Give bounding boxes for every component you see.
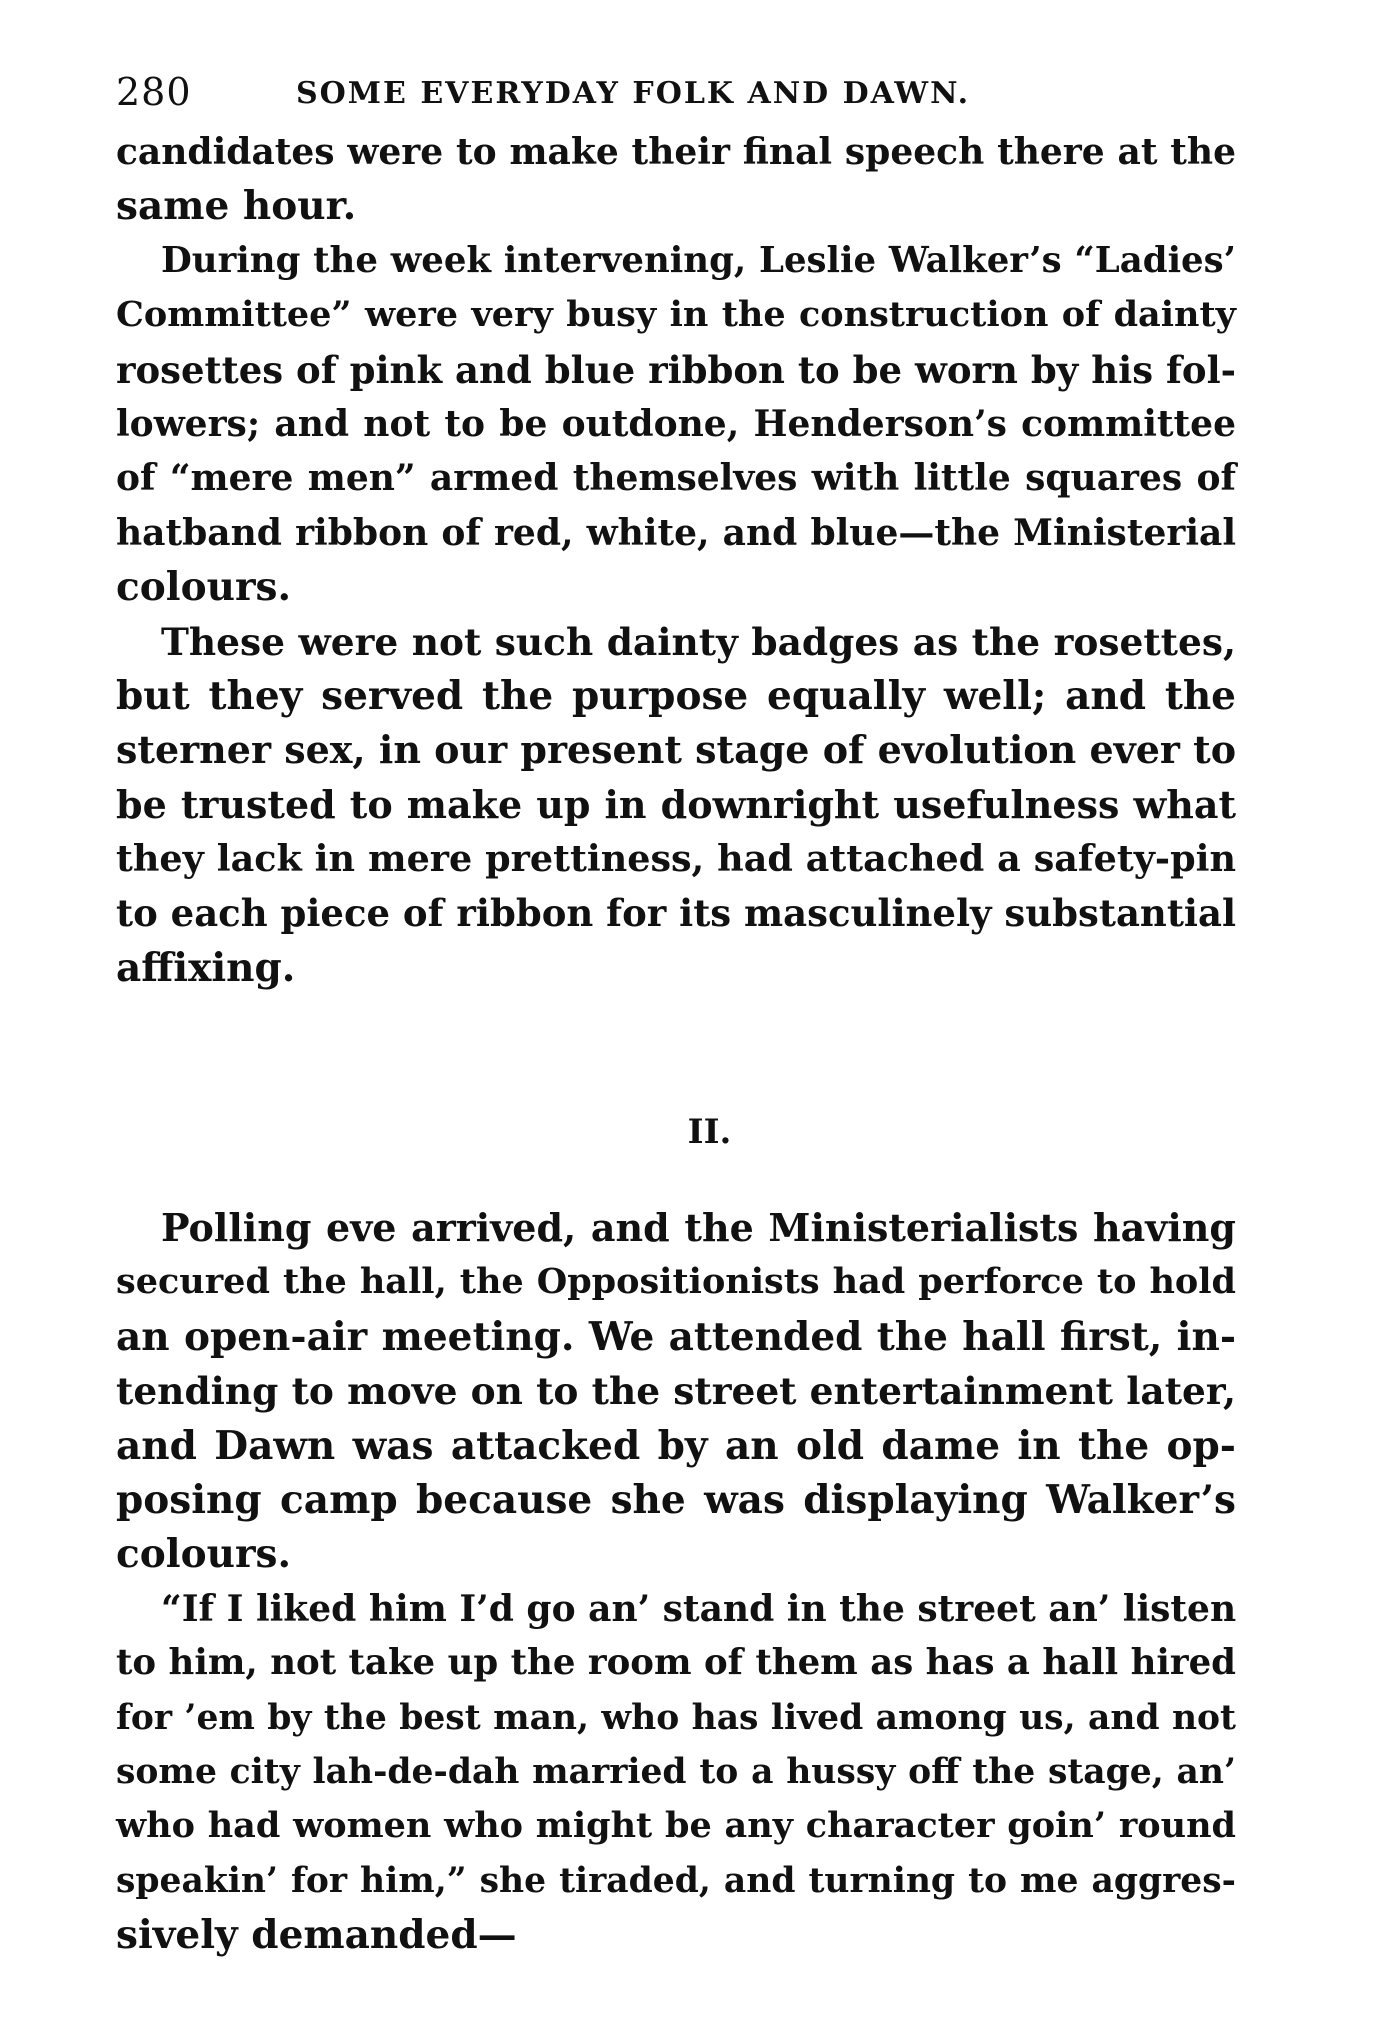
text-line: for ’em by the best man, who has lived among us, and not (116, 1697, 1236, 1738)
text-line: some city lah-de-dah married to a hussy off the stage, an’ (116, 1751, 1236, 1792)
text-line: sterner sex, in our present stage of evolution ever to (116, 727, 1237, 773)
text-line: lowers; and not to be outdone, Henderson’s committee (116, 402, 1236, 445)
text-line: tending to move on to the street entertainment later, (116, 1369, 1236, 1414)
text-line: speakin’ for him,” she tiraded, and turning to me aggres- (116, 1860, 1236, 1901)
text-line: secured the hall, the Oppositionists had perforce to hold (116, 1261, 1236, 1303)
text-line: and Dawn was attacked by an old dame in the op- (116, 1422, 1236, 1469)
text-line: an open-air meeting. We attended the hall first, in- (116, 1313, 1236, 1360)
page-header (116, 70, 1236, 126)
text-line: be trusted to make up in downright usefulness what (116, 781, 1236, 827)
text-block-2 (116, 1201, 1236, 1962)
text-line: colours. (116, 1531, 292, 1578)
text-line: colours. (116, 564, 292, 611)
text-line: “If I liked him I’d go an’ stand in the street an’ listen (161, 1587, 1237, 1630)
text-line: Committee” were very busy in the construction of dainty (116, 294, 1236, 336)
text-line: Polling eve arrived, and the Ministerialists having (161, 1205, 1236, 1250)
text-line: sively demanded— (116, 1912, 517, 1959)
text-line: affixing. (116, 944, 296, 991)
section-heading: II. (687, 1112, 732, 1152)
text-line: posing camp because she was displaying Walker’s (116, 1476, 1236, 1523)
text-line: rosettes of pink and blue ribbon to be worn by his fol- (116, 347, 1236, 392)
text-line: to him, not take up the room of them as has a hall hired (116, 1642, 1236, 1684)
text-block-1 (116, 125, 1236, 995)
running-title: SOME EVERYDAY FOLK AND DAWN. (296, 76, 971, 111)
text-line: During the week intervening, Leslie Walker’s “Ladies’ (161, 239, 1236, 281)
text-line: same hour. (116, 183, 357, 230)
text-line: of “mere men” armed themselves with little squares of (116, 457, 1236, 500)
text-line: hatband ribbon of red, white, and blue—the Ministerial (116, 511, 1236, 554)
text-line: to each piece of ribbon for its masculinely substantial (116, 891, 1236, 936)
text-line: but they served the purpose equally well; and the (116, 672, 1236, 719)
page-number: 280 (116, 70, 192, 114)
text-line: they lack in mere prettiness, had attached a safety-pin (116, 837, 1236, 881)
text-line: These were not such dainty badges as the rosettes, (161, 619, 1236, 664)
text-line: candidates were to make their final speech there at the (116, 131, 1236, 173)
text-line: who had women who might be any character goin’ round (116, 1805, 1236, 1847)
